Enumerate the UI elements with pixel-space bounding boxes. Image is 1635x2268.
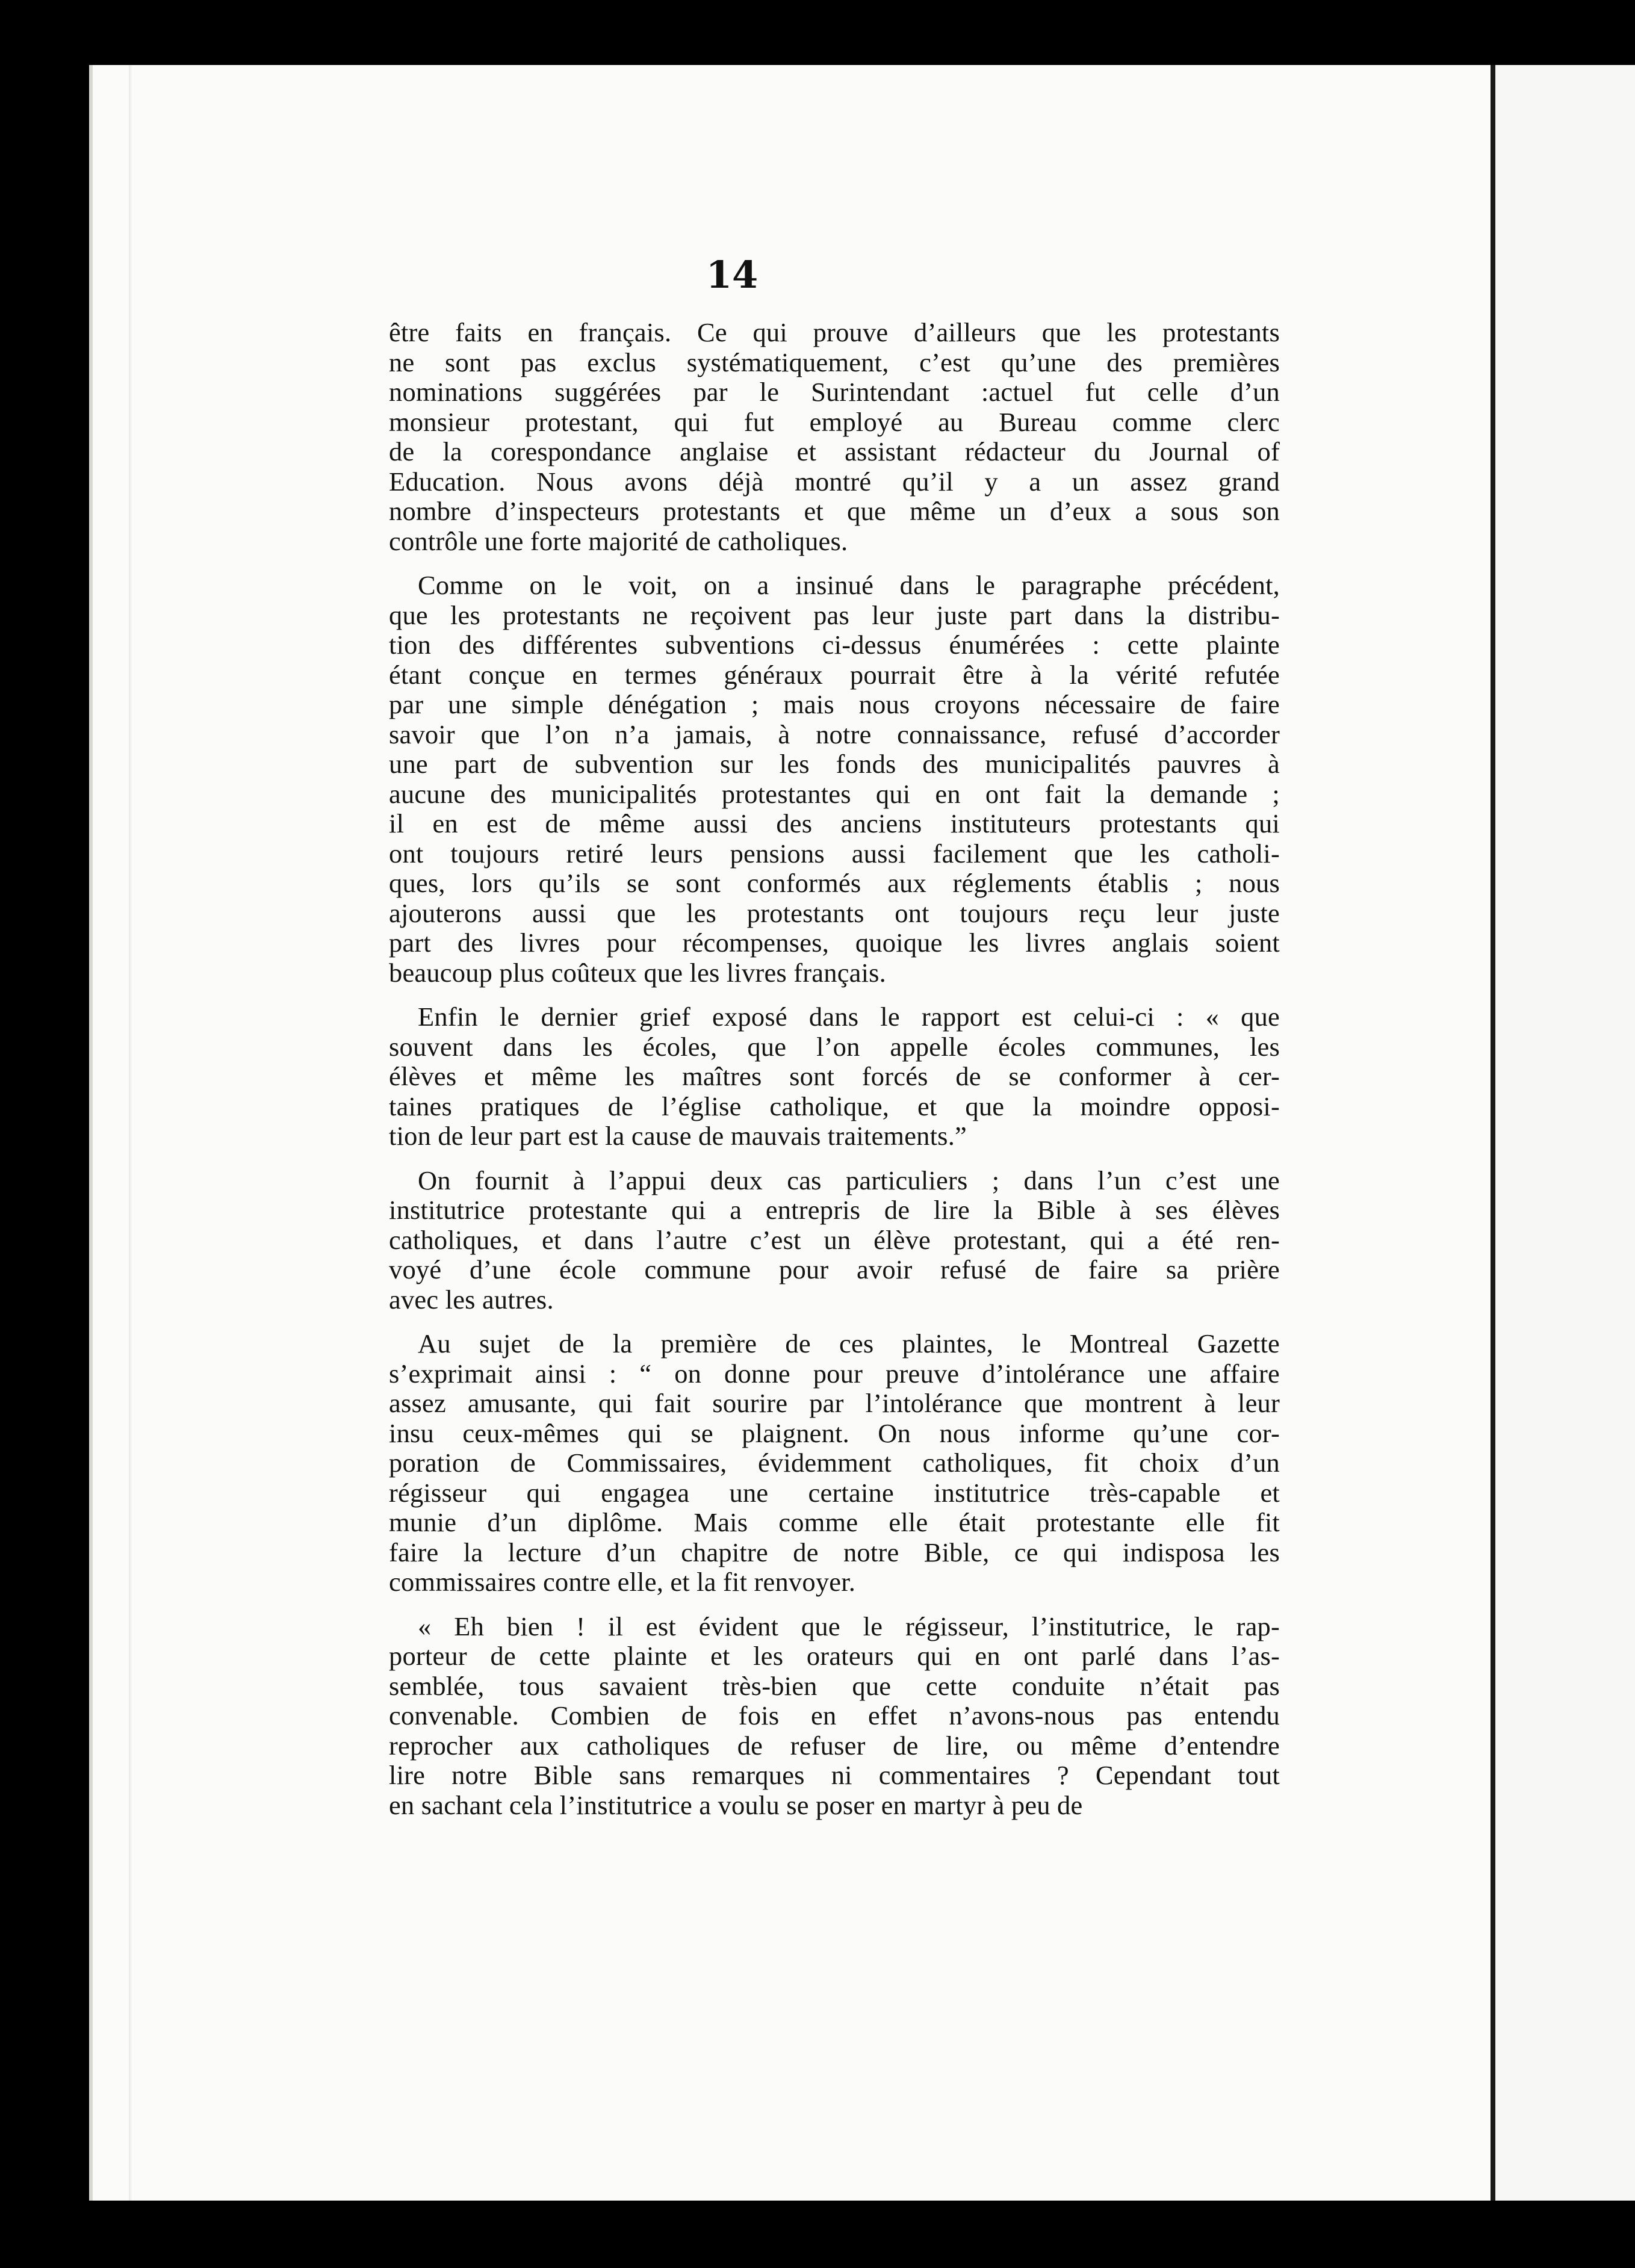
body-text (389, 318, 1280, 1835)
text-line: commissaires contre elle, et la fit renvoyer. (389, 1567, 856, 1597)
page-gutter-shadow (129, 65, 132, 2201)
paragraph (389, 1612, 1280, 1821)
text-line: de la corespondance anglaise et assistant rédacteur du Journal of (389, 436, 1280, 466)
text-line: s’exprimait ainsi : “ on donne pour preuve d’intolérance une affaire (389, 1358, 1280, 1389)
text-line: munie d’un diplôme. Mais comme elle était protestante elle fit (389, 1507, 1280, 1537)
text-line: institutrice protestante qui a entrepris de lire la Bible à ses élèves (389, 1195, 1280, 1225)
text-line: lire notre Bible sans remarques ni commentaires ? Cependant tout (389, 1760, 1280, 1790)
text-line: On fournit à l’appui deux cas particuliers ; dans l’un c’est une (418, 1165, 1280, 1195)
text-line: ajouterons aussi que les protestants ont toujours reçu leur juste (389, 897, 1280, 928)
text-line: il en est de même aussi des anciens instituteurs protestants qui (389, 808, 1280, 838)
text-line: étant conçue en termes généraux pourrait être à la vérité refutée (389, 659, 1280, 690)
page-number: 14 (706, 253, 759, 297)
text-line: en sachant cela l’institutrice a voulu se poser en martyr à peu de (389, 1789, 1083, 1820)
text-line: tion des différentes subventions ci-dessus énumérées : cette plainte (389, 630, 1280, 660)
text-line: faire la lecture d’un chapitre de notre Bible, ce qui indisposa les (389, 1537, 1280, 1567)
text-line: être faits en français. Ce qui prouve d’ailleurs que les protestants (389, 317, 1280, 347)
text-line: porteur de cette plainte et les orateurs qui en ont parlé dans l’as- (389, 1641, 1280, 1671)
text-line: souvent dans les écoles, que l’on appelle écoles communes, les (389, 1031, 1280, 1062)
text-line: Comme on le voit, on a insinué dans le paragraphe précédent, (418, 570, 1280, 600)
text-line: élèves et même les maîtres sont forcés de se conformer à cer- (389, 1061, 1280, 1091)
text-line: part des livres pour récompenses, quoique les livres anglais soient (389, 928, 1280, 958)
text-line: « Eh bien ! il est évident que le régisseur, l’institutrice, le rap- (418, 1611, 1280, 1641)
paragraph (389, 571, 1280, 988)
text-line: nombre d’inspecteurs protestants et que même un d’eux a sous son (389, 496, 1280, 526)
text-line: insu ceux-mêmes qui se plaignent. On nous informe qu’une cor- (389, 1418, 1280, 1448)
text-line: monsieur protestant, qui fut employé au Bureau comme clerc (389, 406, 1280, 437)
paragraph (389, 1002, 1280, 1151)
text-line: semblée, tous savaient très-bien que cette conduite n’était pas (389, 1670, 1280, 1701)
text-line: ques, lors qu’ils se sont conformés aux réglements établis ; nous (389, 868, 1280, 898)
text-line: catholiques, et dans l’autre c’est un élève protestant, qui a été ren- (389, 1224, 1280, 1255)
text-line: une part de subvention sur les fonds des municipalités pauvres à (389, 749, 1280, 779)
text-line: convenable. Combien de fois en effet n’avons-nous pas entendu (389, 1700, 1280, 1730)
text-line: reprocher aux catholiques de refuser de lire, ou même d’entendre (389, 1730, 1280, 1761)
text-line: tion de leur part est la cause de mauvais traitements.” (389, 1121, 967, 1151)
text-line: savoir que l’on n’a jamais, à notre connaissance, refusé d’accorder (389, 719, 1280, 749)
text-line: beaucoup plus coûteux que les livres français. (389, 957, 886, 988)
text-line: nominations suggérées par le Surintendant :actuel fut celle d’un (389, 377, 1280, 407)
paragraph (389, 318, 1280, 556)
text-line: que les protestants ne reçoivent pas leur juste part dans la distribu- (389, 600, 1280, 630)
text-line: aucune des municipalités protestantes qui en ont fait la demande ; (389, 778, 1280, 809)
text-line: Education. Nous avons déjà montré qu’il y a un assez grand (389, 466, 1280, 497)
paragraph (389, 1329, 1280, 1597)
text-line: Au sujet de la première de ces plaintes, le Montreal Gazette (418, 1328, 1280, 1359)
text-line: taines pratiques de l’église catholique, et que la moindre opposi- (389, 1091, 1280, 1121)
book-page (89, 65, 1495, 2201)
facing-page-edge (1491, 65, 1635, 2201)
text-line: poration de Commissaires, évidemment catholiques, fit choix d’un (389, 1448, 1280, 1478)
text-line: ont toujours retiré leurs pensions aussi facilement que les catholi- (389, 838, 1280, 869)
text-line: régisseur qui engagea une certaine institutrice très-capable et (389, 1477, 1280, 1508)
text-line: ne sont pas exclus systématiquement, c’est qu’une des premières (389, 347, 1280, 377)
text-line: avec les autres. (389, 1284, 554, 1315)
text-line: assez amusante, qui fait sourire par l’intolérance que montrent à leur (389, 1388, 1280, 1418)
text-line: contrôle une forte majorité de catholiques. (389, 525, 848, 556)
text-line: Enfin le dernier grief exposé dans le rapport est celui-ci : « que (418, 1002, 1280, 1032)
text-line: voyé d’une école commune pour avoir refusé de faire sa prière (389, 1254, 1280, 1284)
text-line: par une simple dénégation ; mais nous croyons nécessaire de faire (389, 689, 1280, 719)
paragraph (389, 1166, 1280, 1315)
